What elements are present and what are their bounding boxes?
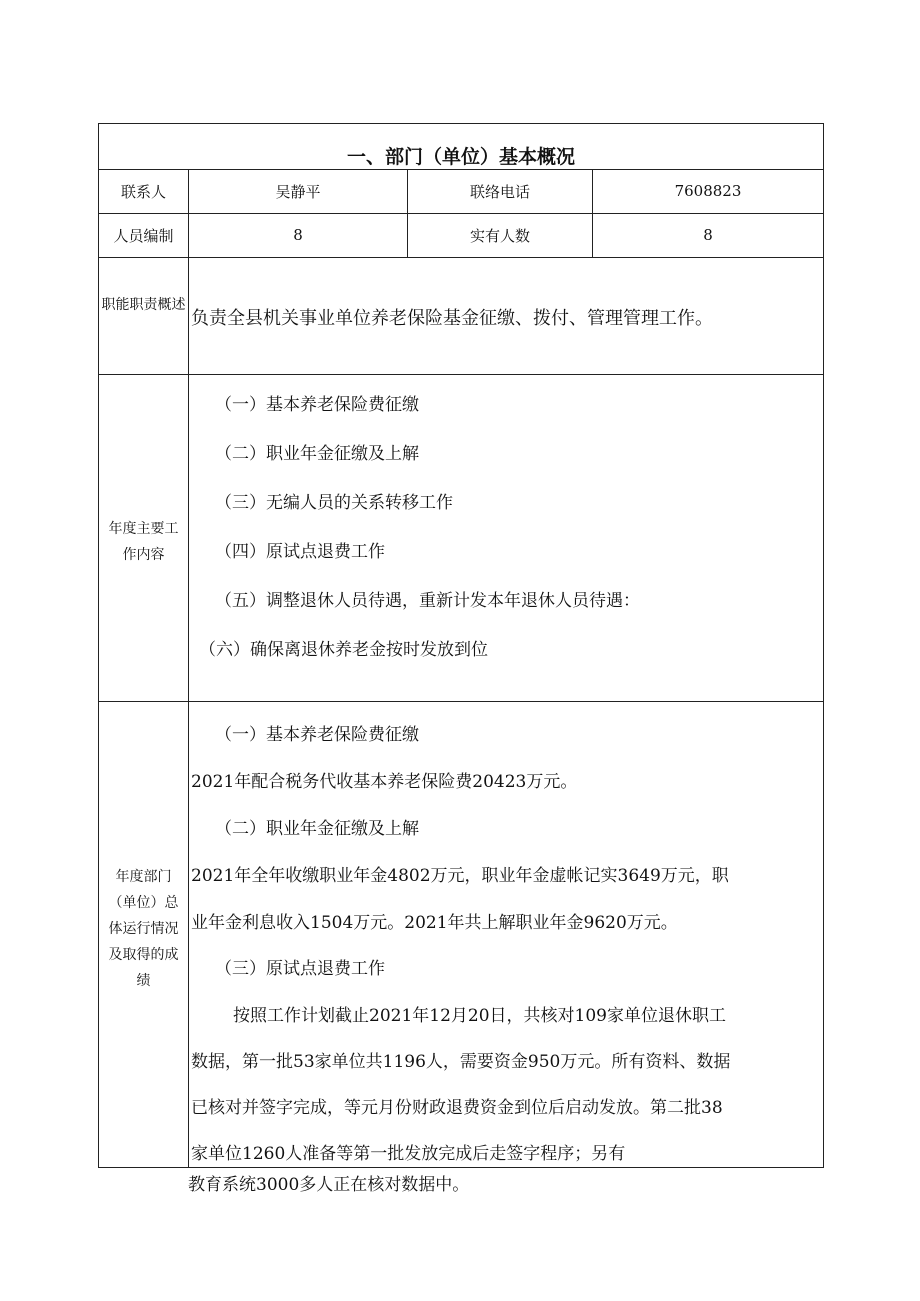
perf-line: （二）职业年金征缴及上解 bbox=[215, 819, 419, 839]
duty-label: 职能职责概述 bbox=[101, 297, 186, 313]
work-item: （三）无编人员的关系转移工作 bbox=[215, 493, 453, 513]
work-item: （一）基本养老保险费征缴 bbox=[215, 395, 419, 415]
contact-value: 吴静平 bbox=[275, 182, 321, 201]
phone-value: 7608823 bbox=[674, 182, 742, 200]
work-item: （五）调整退休人员待遇，重新计发本年退休人员待遇： bbox=[215, 591, 640, 611]
perf-line: 业年金利息收入1504万元。2021年共上解职业年金9620万元。 bbox=[191, 913, 678, 933]
work-label: 年度主要工作内容 bbox=[108, 521, 179, 563]
table-title: 一、部门（单位）基本概况 bbox=[346, 146, 575, 168]
basic-info-table bbox=[98, 123, 824, 1168]
row-divider bbox=[99, 374, 823, 375]
perf-line: 家单位1260人准备等第一批发放完成后走签字程序；另有 bbox=[191, 1144, 626, 1164]
work-item: （六）确保离退休养老金按时发放到位 bbox=[199, 640, 488, 660]
perf-line: （一）基本养老保险费征缴 bbox=[215, 725, 419, 745]
phone-label: 联络电话 bbox=[469, 182, 530, 201]
actual-staff-value: 8 bbox=[703, 226, 713, 244]
row-divider bbox=[99, 701, 823, 702]
perf-line: 2021年配合税务代收基本养老保险费20423万元。 bbox=[191, 772, 578, 792]
row-divider bbox=[99, 257, 823, 258]
actual-staff-label: 实有人数 bbox=[469, 226, 530, 245]
duty-text: 负责全县机关事业单位养老保险基金征缴、拨付、管理管理工作。 bbox=[191, 308, 713, 329]
perf-line: 2021年全年收缴职业年金4802万元，职业年金虚帐记实3649万元，职 bbox=[191, 866, 729, 886]
perf-line: 数据，第一批53家单位共1196人，需要资金950万元。所有资料、数据 bbox=[191, 1052, 731, 1072]
staff-quota-label: 人员编制 bbox=[113, 226, 174, 245]
overflow-text-line: 教育系统3000多人正在核对数据中。 bbox=[188, 1175, 470, 1195]
performance-label: 年度部门（单位）总体运行情况及取得的成绩 bbox=[108, 869, 179, 989]
perf-line: 已核对并签字完成，等元月份财政退费资金到位后启动发放。第二批38 bbox=[191, 1098, 723, 1118]
col-divider bbox=[188, 169, 189, 1167]
work-item: （四）原试点退费工作 bbox=[215, 542, 385, 562]
perf-line: （三）原试点退费工作 bbox=[215, 959, 385, 979]
contact-label: 联系人 bbox=[120, 182, 166, 201]
work-item: （二）职业年金征缴及上解 bbox=[215, 444, 419, 464]
staff-quota-value: 8 bbox=[293, 226, 303, 244]
perf-line: 按照工作计划截止2021年12月20日，共核对109家单位退休职工 bbox=[233, 1006, 726, 1026]
